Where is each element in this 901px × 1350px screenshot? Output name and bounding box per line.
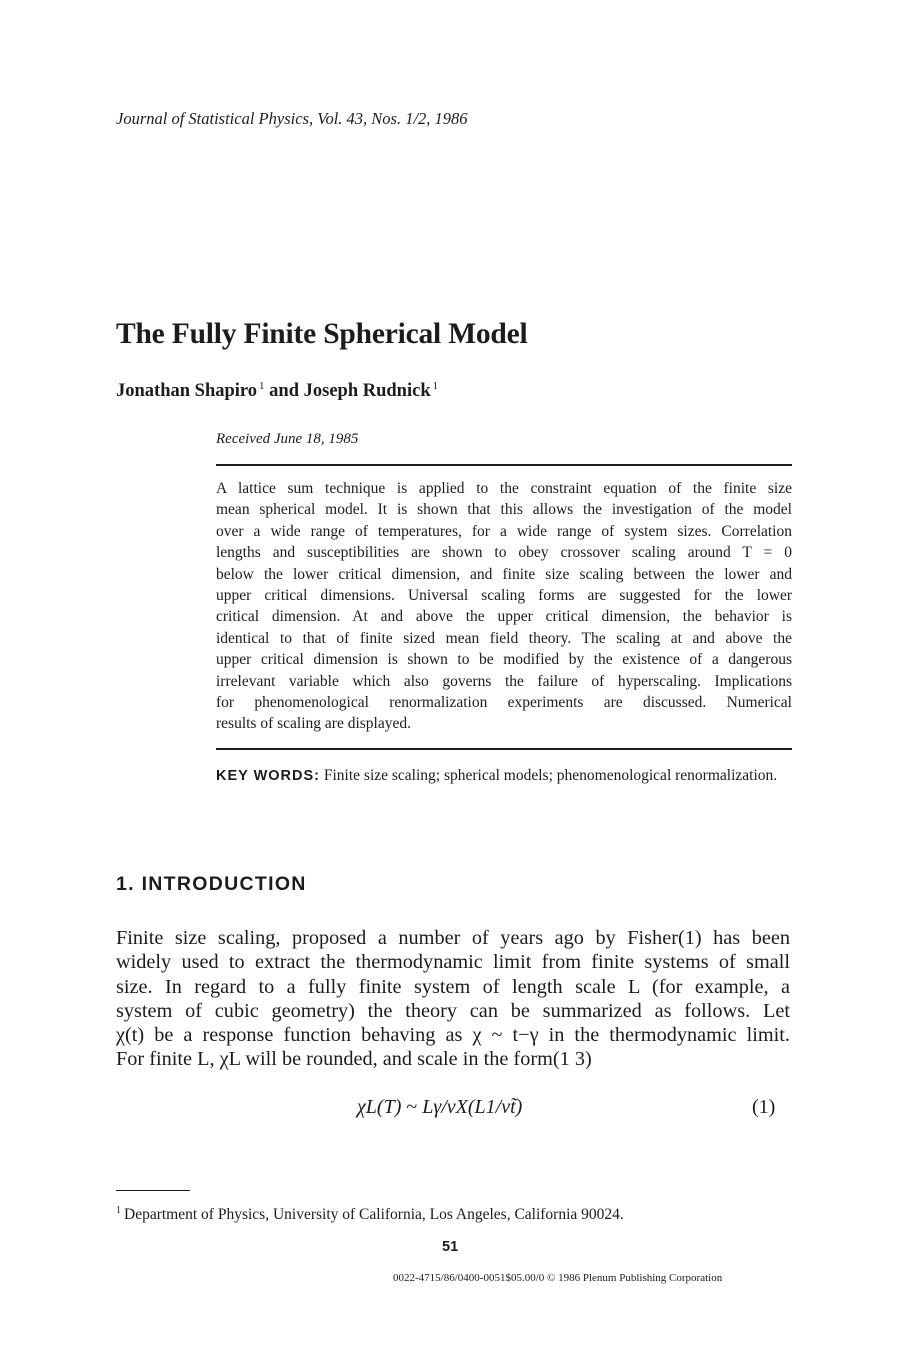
intro-paragraph xyxy=(116,926,790,1072)
footnote-mark: 1 xyxy=(116,1205,121,1216)
intro-line: For finite L, χL will be rounded, and scale in the form(1 3) xyxy=(116,1048,592,1071)
received-date: Received June 18, 1985 xyxy=(216,431,359,447)
equation-rhs: Lγ/νX(L1/νt̃) xyxy=(422,1096,523,1118)
footnote xyxy=(116,1205,624,1224)
abstract xyxy=(216,478,792,735)
author-name: Jonathan Shapiro xyxy=(116,381,258,401)
abstract-line: identical to that of finite sized mean field theory. The scaling at and above the xyxy=(216,629,792,647)
abstract-line: upper critical dimension is shown to be modified by the existence of a dangerous xyxy=(216,651,792,669)
intro-line: widely used to extract the thermodynamic limit from finite systems of small xyxy=(116,951,790,974)
equation-lhs: χL(T) xyxy=(357,1096,402,1118)
abstract-line: A lattice sum technique is applied to the constraint equation of the finite size xyxy=(216,480,792,497)
abstract-top-rule xyxy=(216,464,792,466)
abstract-line: below the lower critical dimension, and finite size scaling between the lower and xyxy=(216,565,792,583)
keywords-text: Finite size scaling; spherical models; phenomenological renormalization. xyxy=(323,767,778,784)
abstract-bottom-rule xyxy=(216,748,792,750)
author-name: Joseph Rudnick xyxy=(303,381,431,401)
footnote-text: Department of Physics, University of California, Los Angeles, California 90024. xyxy=(124,1206,624,1223)
affiliation-mark: 1 xyxy=(259,380,265,392)
affiliation-mark: 1 xyxy=(432,380,439,392)
equation-relation: ~ xyxy=(406,1096,418,1118)
author-list xyxy=(116,380,438,402)
abstract-line: irrelevant variable which also governs the failure of hyperscaling. Implications xyxy=(216,672,792,690)
intro-line: system of cubic geometry) the theory can be summarized as follows. Let xyxy=(116,999,790,1022)
abstract-line: over a wide range of temperatures, for a wide range of system sizes. Correlation xyxy=(216,522,792,540)
journal-citation: Journal of Statistical Physics, Vol. 43, Nos. 1/2, 1986 xyxy=(116,109,468,128)
abstract-line: for phenomenological renormalization experiments are discussed. Numerical xyxy=(216,694,792,712)
keywords xyxy=(216,765,792,787)
intro-line: size. In regard to a fully finite system of length scale L (for example, a xyxy=(116,975,790,998)
equation-number: (1) xyxy=(752,1096,776,1118)
abstract-line: critical dimension. At and above the upper critical dimension, the behavior is xyxy=(216,608,792,626)
section-heading: 1. INTRODUCTION xyxy=(116,873,307,895)
page-number: 51 xyxy=(442,1239,459,1255)
footnote-rule xyxy=(116,1190,190,1191)
copyright-line: 0022-4715/86/0400-0051$05.00/0 © 1986 Plenum Publishing Corporation xyxy=(393,1272,723,1284)
intro-line: Finite size scaling, proposed a number of years ago by Fisher(1) has been xyxy=(116,927,790,949)
abstract-line: mean spherical model. It is shown that this allows the investigation of the model xyxy=(216,501,792,519)
paper-title: The Fully Finite Spherical Model xyxy=(116,318,528,350)
intro-line: χ(t) be a response function behaving as χ ~ t−γ in the thermodynamic limit. xyxy=(116,1024,790,1047)
keywords-label: KEY WORDS: xyxy=(216,768,320,784)
author-joiner: and xyxy=(269,381,299,401)
equation-1 xyxy=(357,1096,522,1119)
abstract-line: results of scaling are displayed. xyxy=(216,715,411,733)
abstract-line: lengths and susceptibilities are shown to obey crossover scaling around T = 0 xyxy=(216,544,792,562)
abstract-line: upper critical dimensions. Universal scaling forms are suggested for the lower xyxy=(216,587,792,605)
